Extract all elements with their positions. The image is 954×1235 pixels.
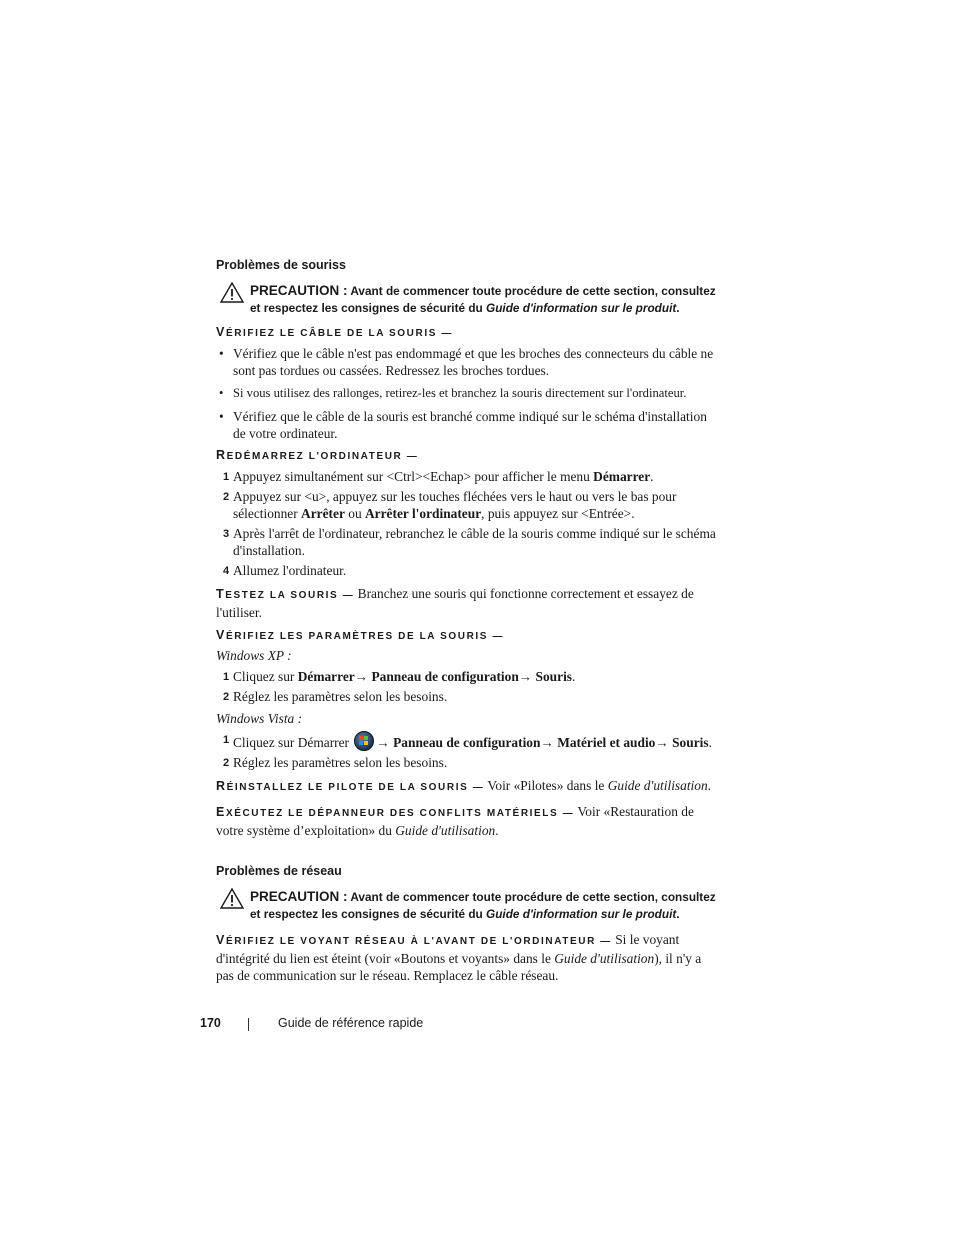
heading-reinstall [216,779,485,793]
step-text: Allumez l'ordinateur. [233,563,347,578]
heading-rest: XÉCUTEZ LE DÉPANNEUR DES CONFLITS MATÉRIELS — [225,808,575,819]
caution-end: . [676,907,680,921]
step-end: . [708,735,712,750]
caution-end: . [676,301,680,315]
step-text: Cliquez sur [233,669,298,684]
warning-triangle-icon [220,282,244,303]
list-item-text: Vérifiez que le câble n'est pas endommagé et que les broches des connecteurs du câble ne sont pas tordues ou cassées. Redressez les broches tordues. [233,346,714,378]
heading-settings [216,628,716,642]
windows-xp-label: Windows XP : [216,648,292,663]
caution-label: PRECAUTION : [250,889,348,904]
step-bold: Panneau de configuration [393,735,541,750]
arrow-icon: → [540,735,554,750]
heading-restart [216,448,716,462]
step-end: , puis appuyez sur <Entrée>. [481,506,635,521]
list-item-text: Si vous utilisez des rallonges, retirez-les et branchez la souris directement sur l'ordinateur. [233,386,687,400]
step-2: 2 Appuyez sur <u>, appuyez sur les touches fléchées vers le haut ou vers le bas pour sélectionner Arrêter ou Arrêter l'ordinateur, puis appuyez sur <Entrée>. [223,489,677,521]
step-text: Réglez les paramètres selon les besoins. [233,755,448,770]
page-content [216,258,716,991]
footer-divider [248,1018,249,1031]
guide-reference: Guide d'utilisation [395,823,496,838]
guide-reference: Guide d'utilisation [607,778,708,793]
caution-guide: Guide d'information sur le produit [486,301,677,315]
page-number: 170 [200,1016,221,1030]
heading-troubleshooter [216,805,575,819]
step-text: ou [344,506,365,521]
heading-initial: E [216,805,226,819]
windows-vista-label: Windows Vista : [216,711,303,726]
arrow-icon: → [354,669,369,684]
paragraph-text: Si le voyant d'intégrité du lien est éteint (voir «Boutons et voyants» dans le [216,932,680,966]
heading-initial: V [216,325,226,339]
step-text: Réglez les paramètres selon les besoins. [233,689,448,704]
paragraph-end: ), il n'y a pas de communication sur le réseau. Remplacez le câble réseau. [216,951,702,983]
step-text: Appuyez sur <u>, appuyez sur les touches fléchées vers le haut ou vers le bas pour sélectionner [233,489,677,521]
guide-reference: Guide d'utilisation [554,951,655,966]
step-bold: Souris [672,735,709,750]
caution-text: Avant de commencer toute procédure de cette section, consultez et respectez les consignes de sécurité du [250,284,716,315]
step-2: 2 Réglez les paramètres selon les besoins. [223,755,448,770]
section-title-network: Problèmes de réseau [216,864,342,878]
step-bold: Démarrer [297,735,350,750]
step-bold: Souris [535,669,572,684]
warning-triangle-icon [220,888,244,909]
network-indicator-paragraph [216,931,716,984]
step-3: 3 Après l'arrêt de l'ordinateur, rebranchez le câble de la souris comme indiqué sur le schéma d'installation. [223,526,716,558]
step-bold: Démarrer [297,669,355,684]
step-bold: Arrêter [301,506,345,521]
heading-rest: ESTEZ LA SOURIS — [225,590,355,601]
cable-checklist [216,345,716,442]
heading-initial: R [216,448,227,462]
caution-text: Avant de commencer toute procédure de cette section, consultez et respectez les consignes de sécurité du [250,890,716,921]
arrow-icon: → [376,735,390,750]
heading-initial: V [216,628,226,642]
step-end: . [572,669,576,684]
step-bold: Arrêter l'ordinateur [365,506,482,521]
heading-rest: ÉRIFIEZ LE VOYANT RÉSEAU À L'AVANT DE L'ORDINATEUR — [225,936,612,947]
step-1: 1 Cliquez sur Démarrer→ Panneau de configuration→ Souris. [223,669,576,684]
paragraph-end: . [495,823,499,838]
heading-rest: ÉINSTALLEZ LE PILOTE DE LA SOURIS — [226,782,485,793]
windows-start-orb-icon [354,731,374,751]
step-bold: Matériel et audio [557,735,656,750]
list-item-text: Vérifiez que le câble de la souris est branché comme indiqué sur le schéma d'installation de votre ordinateur. [233,409,707,441]
heading-rest: EDÉMARREZ L'ORDINATEUR — [226,451,419,462]
test-mouse-paragraph [216,585,716,621]
heading-network-indicator [216,933,612,947]
step-text: Cliquez sur [233,735,298,750]
caution-block-network [216,888,716,923]
heading-initial: V [216,933,226,947]
heading-check-cable [216,325,716,339]
list-item: • Si vous utilisez des rallonges, retirez-les et branchez la souris directement sur l'ordinateur. [219,386,687,400]
arrow-icon: → [655,735,669,750]
arrow-icon: → [518,669,533,684]
list-item: • Vérifiez que le câble de la souris est branché comme indiqué sur le schéma d'installation de votre ordinateur. [219,409,707,441]
caution-guide: Guide d'information sur le produit [486,907,677,921]
heading-initial: R [216,779,227,793]
step-1: 1 Appuyez simultanément sur <Ctrl><Echap> pour afficher le menu Démarrer. [223,469,654,484]
heading-initial: T [216,587,226,601]
vista-steps [216,731,716,771]
footer-title: Guide de référence rapide [278,1016,424,1030]
paragraph-text: Voir «Restauration de votre système d’exploitation» du [216,804,694,838]
heading-rest: ÉRIFIEZ LE CÂBLE DE LA SOURIS — [225,328,453,339]
step-2: 2 Réglez les paramètres selon les besoins. [223,689,448,704]
caution-label: PRECAUTION : [250,283,348,298]
heading-rest: ÉRIFIEZ LES PARAMÈTRES DE LA SOURIS — [225,631,505,642]
restart-steps [216,468,716,579]
reinstall-paragraph [216,777,716,796]
step-text: Appuyez simultanément sur <Ctrl><Echap> pour afficher le menu [233,469,594,484]
list-item: • Vérifiez que le câble n'est pas endommagé et que les broches des connecteurs du câble ne sont pas tordues ou cassées. Redressez les broches tordues. [219,346,714,378]
paragraph-end: . [707,778,712,793]
paragraph-text: Voir «Pilotes» dans le [484,778,608,793]
section-title-mouse: Problèmes de souriss [216,258,346,272]
troubleshooter-paragraph [216,803,716,839]
step-bold: Démarrer [593,469,651,484]
heading-test [216,587,355,601]
step-1: 1 Cliquez sur Démarrer → Panneau de configuration→ Matériel et audio→ Souris. [216,731,716,751]
step-4: 4 Allumez l'ordinateur. [223,563,347,578]
step-bold: Panneau de configuration [371,669,519,684]
step-end: . [650,469,654,484]
step-text: Après l'arrêt de l'ordinateur, rebranchez le câble de la souris comme indiqué sur le schéma d'installation. [233,526,716,558]
paragraph-text: Branchez une souris qui fonctionne correctement et essayez de l'utiliser. [216,586,694,620]
caution-block-mouse [216,282,716,317]
xp-steps [216,668,716,705]
